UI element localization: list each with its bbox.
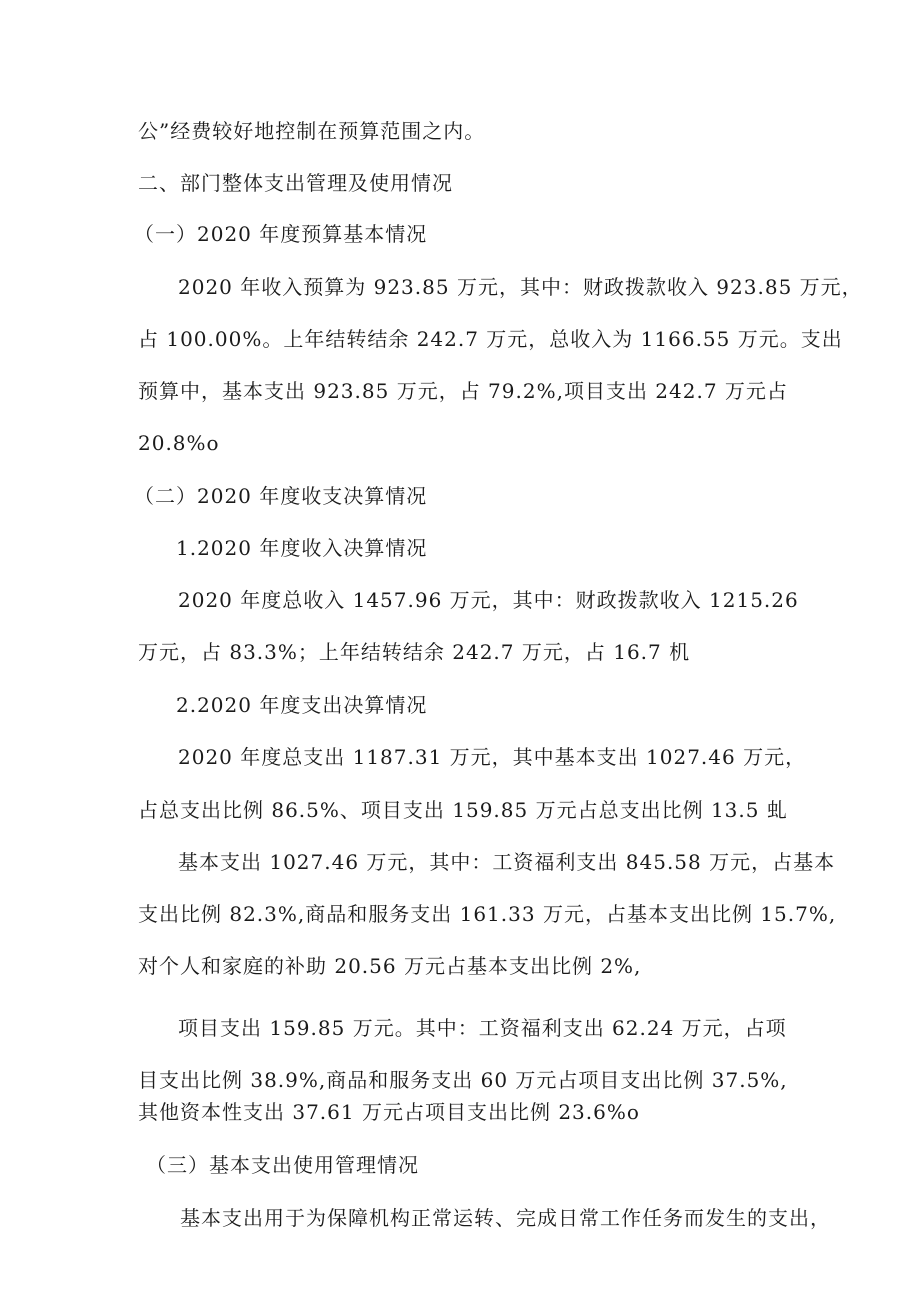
paragraph-line: 万元，占 83.3%；上年结转结余 242.7 万元，占 16.7 机 bbox=[138, 640, 691, 664]
paragraph-line: 2020 年收入预算为 923.85 万元，其中：财政拨款收入 923.85 万元， bbox=[178, 275, 863, 299]
paragraph-line: 2020 年度总支出 1187.31 万元，其中基本支出 1027.46 万元， bbox=[178, 745, 807, 769]
paragraph-line: 项目支出 159.85 万元。其中：工资福利支出 62.24 万元，占项 bbox=[178, 1016, 787, 1040]
item-heading: 1.2020 年度收入决算情况 bbox=[176, 536, 428, 560]
subsection-heading: （三）基本支出使用管理情况 bbox=[146, 1153, 419, 1177]
paragraph-line: 对个人和家庭的补助 20.56 万元占基本支出比例 2%, bbox=[138, 954, 642, 978]
paragraph-line: 基本支出 1027.46 万元，其中：工资福利支出 845.58 万元，占基本 bbox=[178, 850, 836, 874]
paragraph-line: 公”经费较好地控制在预算范围之内。 bbox=[138, 119, 486, 143]
section-heading: 二、部门整体支出管理及使用情况 bbox=[138, 171, 453, 195]
paragraph-line: 2020 年度总收入 1457.96 万元，其中：财政拨款收入 1215.26 bbox=[178, 588, 799, 612]
paragraph-line: 基本支出用于为保障机构正常运转、完成日常工作任务而发生的支出， bbox=[180, 1206, 831, 1230]
paragraph-line: 预算中，基本支出 923.85 万元，占 79.2%,项目支出 242.7 万元占 bbox=[138, 379, 788, 403]
paragraph-line: 占 100.00%。上年结转结余 242.7 万元，总收入为 1166.55 万元。支出 bbox=[138, 327, 843, 351]
subsection-heading: （二）2020 年度收支决算情况 bbox=[134, 484, 428, 508]
paragraph-line: 20.8%o bbox=[138, 431, 220, 455]
paragraph-line: 占总支出比例 86.5%、项目支出 159.85 万元占总支出比例 13.5 虬 bbox=[138, 798, 788, 822]
paragraph-line: 目支出比例 38.9%,商品和服务支出 60 万元占项目支出比例 37.5%, bbox=[138, 1068, 788, 1092]
paragraph-line: 其他资本性支出 37.61 万元占项目支出比例 23.6%o bbox=[138, 1100, 640, 1124]
paragraph-line: 支出比例 82.3%,商品和服务支出 161.33 万元，占基本支出比例 15.7%, bbox=[138, 902, 837, 926]
subsection-heading: （一）2020 年度预算基本情况 bbox=[134, 222, 428, 246]
item-heading: 2.2020 年度支出决算情况 bbox=[176, 693, 428, 717]
